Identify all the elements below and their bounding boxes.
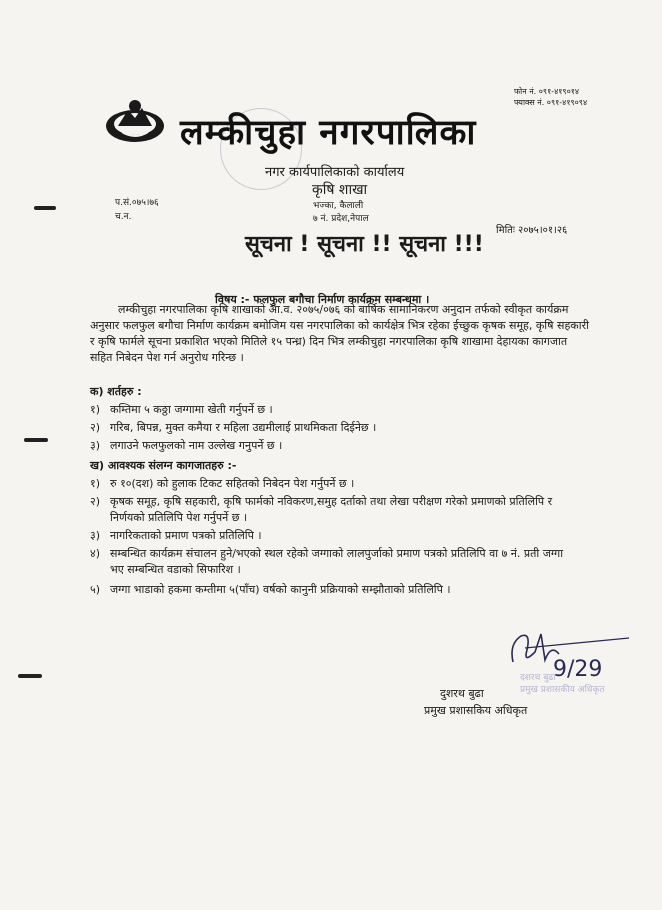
signatory-title: प्रमुख प्रशासकिय अधिकृत xyxy=(424,704,528,717)
list-item xyxy=(90,582,590,598)
list-item-text: लगाउने फलफुलको नाम उल्लेख गनुपर्ने छ । xyxy=(110,439,283,452)
list-item-number: १) xyxy=(90,403,101,416)
branch-name: कृषि शाखा xyxy=(312,182,368,198)
list-item-text: रु १०(दश) को हुलाक टिकट सहितको निबेदन पेश गर्नुपर्ने छ । xyxy=(110,477,355,490)
address xyxy=(313,200,403,226)
list-item-text: नागरिकताको प्रमाण पत्रको प्रतिलिपि । xyxy=(110,529,262,542)
list-item-number: ४) xyxy=(90,547,101,560)
dispatch-number: च.न. xyxy=(115,212,132,222)
list-item-number: ३) xyxy=(90,529,101,542)
subject-line: विषय :- फलफुल बगौचा निर्माण कार्यक्रम सम्बन्धमा । xyxy=(215,293,430,306)
list-item-number: २) xyxy=(90,495,101,508)
fax-number: फ्याक्स नं. ०९१-४१९०९४ xyxy=(514,98,588,107)
scan-mark xyxy=(18,674,42,678)
list-item-text: गरिब, बिपन्न, मुक्त कमैया र महिला उद्यमीलाई प्राथमिकता दिईनेछ । xyxy=(110,421,377,434)
office-name: नगर कार्यपालिकाको कार्यालय xyxy=(265,165,405,180)
scan-mark xyxy=(24,438,48,442)
reference-block xyxy=(115,196,195,224)
list-item xyxy=(90,528,590,544)
stamp-line: प्रमुख प्रशासकीय अधिकृत xyxy=(520,685,605,695)
phone-number: फोन नं. ०९१-४१९०१४ xyxy=(514,87,580,96)
list-item xyxy=(90,420,590,436)
letter-number: प.सं.०७५।७६ xyxy=(115,198,159,208)
signature-date: 9/29 xyxy=(553,657,603,682)
list-item-number: ५) xyxy=(90,583,101,596)
municipality-logo-icon xyxy=(104,96,166,146)
list-item-text: कम्तिमा ५ कठ्ठा जग्गामा खेती गर्नुपर्ने छ । xyxy=(110,403,273,416)
page-title: लम्कीचुहा नगरपालिका xyxy=(180,113,477,153)
list-item xyxy=(90,546,590,578)
scan-mark xyxy=(34,206,56,210)
body-paragraph: लम्कीचुहा नगरपालिका कृषि शाखाको आ.व. २०७५/०७६ को बार्षिक सामानिकरण अनुदान तर्फको स्वीकृत कार्यक्रम अनुसार फलफुल बगौचा निर्माण कार्यक्रम बमोजिम यस नगरपालिका को कार्यक्षेत्र भित्र रहेका ईच्छुक कृषक समूह, कृषि सहकारी र कृषि फार्मले सूचना प्रकाशित भएको मितिले १५ पन्ध्र) दिन भित्र लम्कीचुहा नगरपालिका कृषि शाखामा देहायका कागजात सहित निबेदन पेश गर्न अनुरोध गरिन्छ । xyxy=(90,303,589,364)
contact-info xyxy=(514,86,634,108)
notice-heading: सूचना ! सूचना !! सूचना !!! xyxy=(245,232,484,257)
stamp-line: दशरथ बुढा xyxy=(520,673,556,683)
list-item-number: २) xyxy=(90,421,101,434)
list-item xyxy=(90,402,590,418)
address-line: भज्का, कैलाली xyxy=(313,201,364,211)
official-stamp xyxy=(520,672,640,714)
list-item-number: ३) xyxy=(90,439,101,452)
list-item xyxy=(90,438,590,454)
list-item xyxy=(90,476,590,492)
list-item-number: १) xyxy=(90,477,101,490)
list-item-text: कृषक समूह, कृषि सहकारी, कृषि फार्मको नविकरण,समुह दर्ताको तथा लेखा परीक्षण गरेको प्रमाणको प्रतिलिपि र निर्णयको प्रतिलिपि पेश गर्नुपर्ने छ । xyxy=(110,495,553,524)
signatory-name: दुशरथ बुढा xyxy=(440,687,484,700)
conditions-heading: क) शर्तहरु : xyxy=(90,385,142,398)
address-line: ७ नं. प्रदेश,नेपाल xyxy=(313,214,369,224)
letter-date: मितिः २०७५।०१।२६ xyxy=(496,225,568,236)
documents-heading: ख) आवश्यक संलग्न कागजातहरु :- xyxy=(90,459,237,472)
list-item xyxy=(90,494,590,526)
list-item-text: सम्बन्धित कार्यक्रम संचालन हुने/भएको स्थल रहेको जग्गाको लालपुर्जाको प्रमाण पत्रको प्रतिलिपि वा ७ नं. प्रती जग्गा भए सम्बन्धित वडाको सिफारिश । xyxy=(110,547,564,576)
list-item-text: जग्गा भाडाको हकमा कम्तीमा ५(पाँच) वर्षको कानुनी प्रक्रियाको सम्झौताको प्रतिलिपि । xyxy=(110,583,451,596)
